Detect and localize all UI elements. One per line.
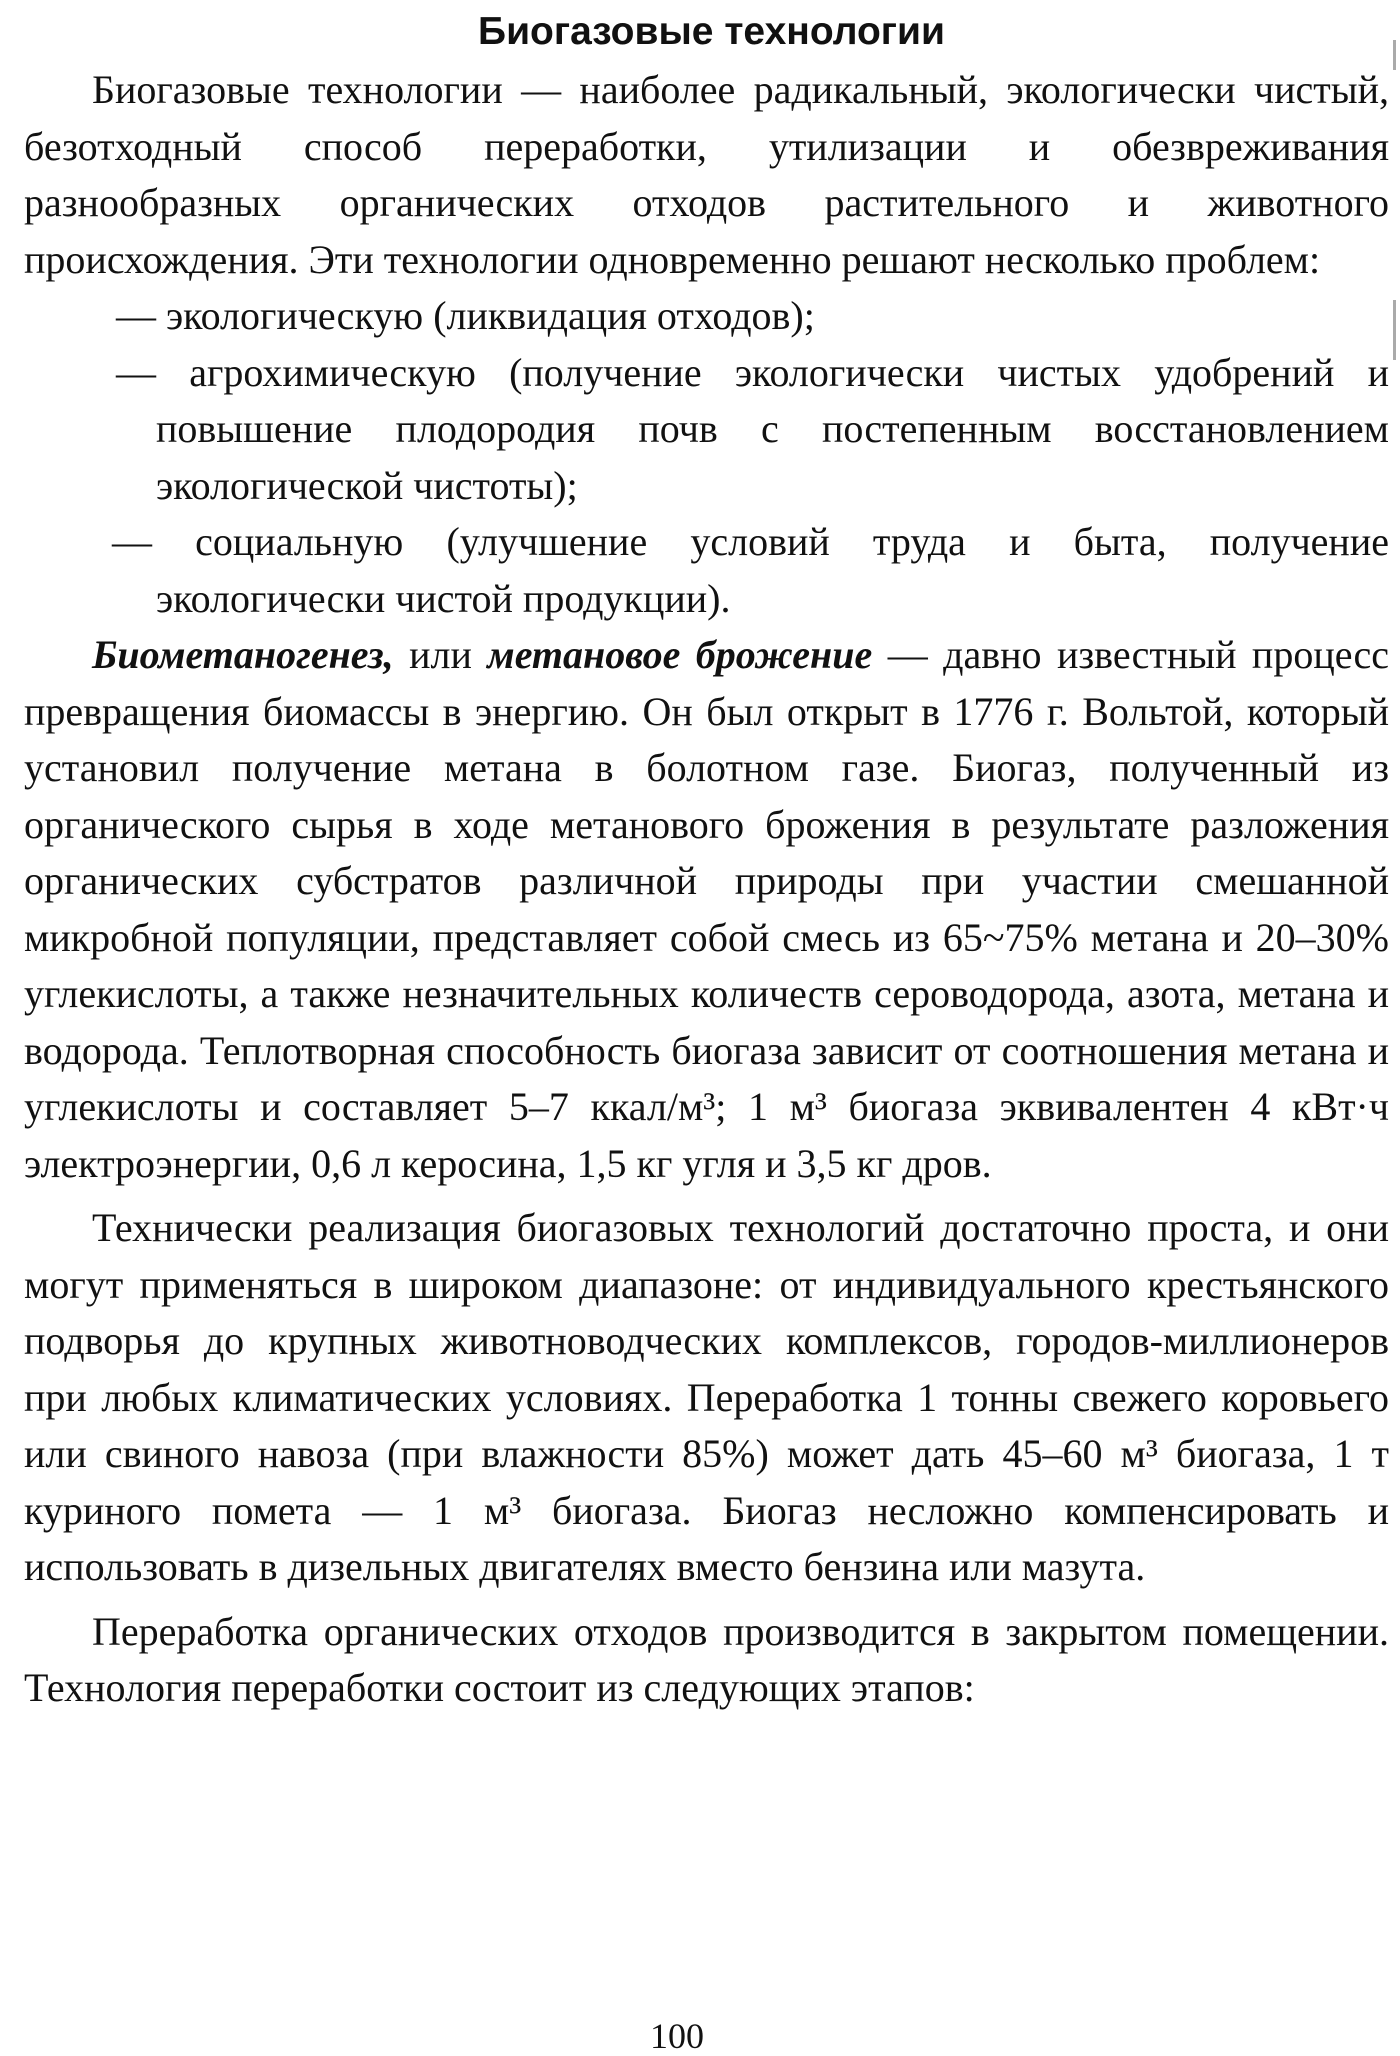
problem-item-social: — социальную (улучшение условий труда и быта, получение экологически чистой продукции).	[112, 519, 1389, 621]
problem-item-agrochemical: — агрохимическую (получение экологически чистых удобрений и повышение плодородия почв с постепенным восстановлением экологической чистоты);	[116, 349, 1389, 508]
scan-edge-mark	[1393, 300, 1396, 360]
document-page	[24, 6, 1389, 1717]
page-number: 100	[650, 2016, 704, 2056]
term-biomethanogenesis: Биометаногенез,	[92, 632, 394, 677]
term-connector: или	[393, 632, 488, 677]
problem-item-ecological: — экологическую (ликвидация отходов);	[116, 293, 815, 338]
methanogenesis-text: — давно известный процесс превращения биомассы в энергию. Он был открыт в 1776 г. Вольтой, который установил получение метана в болотном газе. Биогаз, полученный из органического сырья в ходе метанового брожения в результате разложения органических субстратов различной природы при участии смешанной микробной популяции, представляет собой смесь из 65~75% метана и 20–30% углекислоты, а также незначительных количеств сероводорода, азота, метана и водорода. Теплотворная способность биогаза зависит от соотношения метана и углекислоты и составляет 5–7 ккал/м³; 1 м³ биогаза эквивалентен 4 кВт·ч электроэнергии, 0,6 л керосина, 1,5 кг угля и 3,5 кг дров.	[24, 632, 1390, 1186]
scan-edge-mark	[1393, 40, 1396, 70]
term-methane-fermentation: метановое брожение	[487, 632, 873, 677]
page-title: Биогазовые технологии	[478, 10, 945, 53]
problems-list	[24, 288, 1389, 627]
implementation-paragraph: Технически реализация биогазовых технологий достаточно проста, и они могут применяться в широком диапазоне: от индивидуального крестьянского подворья до крупных животноводческих комплексов, городов-миллионеров при любых климатических условиях. Переработка 1 тонны свежего коровьего или свиного навоза (при влажности 85%) может дать 45–60 м³ биогаза, 1 т куриного помета — 1 м³ биогаза. Биогаз несложно компенсировать и использовать в дизельных двигателях вместо бензина или мазута.	[24, 1205, 1389, 1589]
intro-paragraph: Биогазовые технологии — наиболее радикальный, экологически чистый, безотходный способ переработки, утилизации и обезвреживания разнообразных органических отходов растительного и животного происхождения. Эти технологии одновременно решают несколько проблем:	[24, 67, 1389, 282]
processing-paragraph: Переработка органических отходов производится в закрытом помещении. Технология переработки состоит из следующих этапов:	[24, 1608, 1389, 1710]
methanogenesis-paragraph	[24, 627, 1389, 1192]
